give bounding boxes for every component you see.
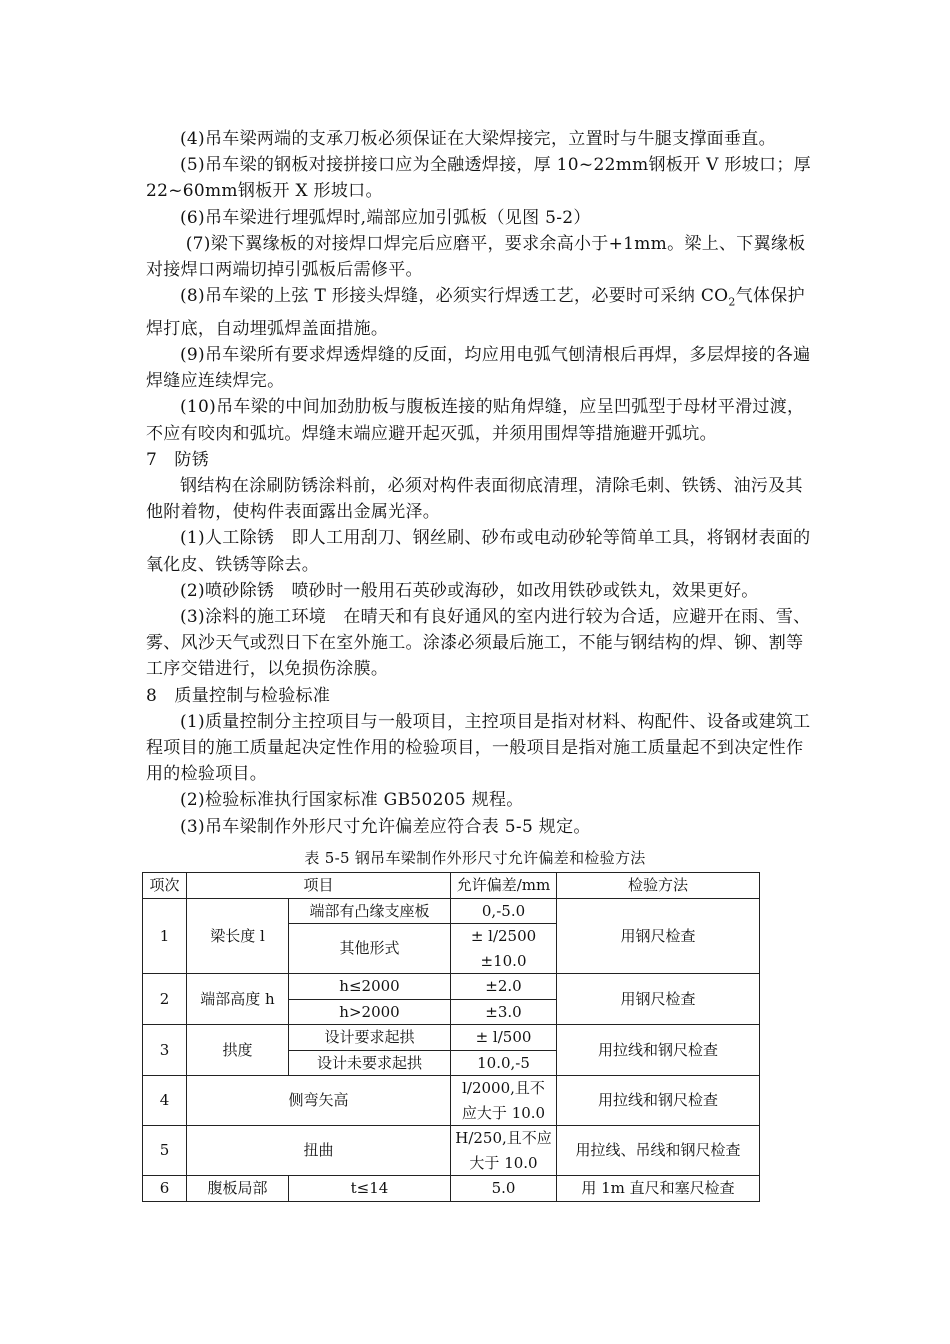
row-item: 扭曲 — [187, 1126, 451, 1176]
paragraph-8 — [146, 283, 812, 342]
paragraph-7: (7)梁下翼缘板的对接焊口焊完后应磨平，要求余高小于+1mm。梁上、下翼缘板对接焊口两端切掉引弧板后需修平。 — [146, 233, 806, 281]
row-item: 腹板局部 — [187, 1176, 289, 1202]
co2-subscript: 2 — [728, 295, 736, 309]
row-method: 用钢尺检查 — [557, 974, 760, 1025]
paragraph-6: (6)吊车梁进行埋弧焊时,端部应加引弧板（见图 5-2） — [180, 207, 591, 228]
table-row — [143, 974, 760, 1000]
rust-item-1: (1)人工除锈 即人工用刮刀、钢丝刷、砂布或电动砂轮等简单工具，将钢材表面的氧化皮、铁锈等除去。 — [146, 528, 811, 575]
row-no: 6 — [143, 1176, 187, 1202]
row-no: 4 — [143, 1076, 187, 1126]
row-subitem: 端部有凸缘支座板 — [289, 898, 451, 924]
row-item: 拱度 — [187, 1025, 289, 1076]
tolerance-line: ± l/2500 — [470, 927, 537, 945]
row-subitem: h>2000 — [289, 999, 451, 1025]
table-header-row — [143, 873, 760, 899]
table-row — [143, 898, 760, 924]
table-row — [143, 1126, 760, 1176]
row-tolerance: ±3.0 — [451, 999, 557, 1025]
row-tolerance: ± l/500 — [451, 1025, 557, 1051]
row-method: 用拉线和钢尺检查 — [557, 1025, 760, 1076]
quality-item-1: (1)质量控制分主控项目与一般项目，主控项目是指对材料、构配件、设备或建筑工程项目的施工质量起决定性作用的检验项目，一般项目是指对施工质量起不到决定性作用的检验项目。 — [146, 711, 811, 785]
table-row — [143, 1076, 760, 1126]
header-method: 检验方法 — [557, 873, 760, 899]
paragraph-9: (9)吊车梁所有要求焊透焊缝的反面，均应用电弧气刨清根后再焊，多层焊接的各遍焊缝应连续焊完。 — [146, 345, 811, 392]
paragraph-4: (4)吊车梁两端的支承刀板必须保证在大梁焊接完，立置时与牛腿支撑面垂直。 — [180, 129, 776, 149]
row-tolerance — [451, 1126, 557, 1176]
row-method: 用拉线、吊线和钢尺检查 — [557, 1126, 760, 1176]
row-no: 3 — [143, 1025, 187, 1076]
section-heading-7: 7 防锈 — [146, 449, 210, 470]
rust-intro: 钢结构在涂刷防锈涂料前，必须对构件表面彻底清理，清除毛刺、铁锈、油污及其他附着物，使构件表面露出金属光泽。 — [146, 476, 803, 523]
rust-item-3: (3)涂料的施工环境 在晴天和有良好通风的室内进行较为合适，应避开在雨、雪、雾、风沙天气或烈日下在室外施工。涂漆必须最后施工，不能与钢结构的焊、铆、割等工序交错进行，以免损伤涂膜。 — [146, 607, 811, 680]
row-tolerance: 10.0,-5 — [451, 1050, 557, 1076]
section-heading-8: 8 质量控制与检验标准 — [146, 685, 331, 706]
header-item: 项目 — [187, 873, 451, 899]
body-text — [146, 126, 817, 840]
row-item: 端部高度 h — [187, 974, 289, 1025]
row-method: 用钢尺检查 — [557, 898, 760, 974]
tolerance-line: l/2000,且不 — [462, 1079, 545, 1097]
row-subitem: 设计未要求起拱 — [289, 1050, 451, 1076]
row-subitem: t≤14 — [289, 1176, 451, 1202]
table-caption: 表 5-5 钢吊车梁制作外形尺寸允许偏差和检验方法 — [304, 849, 646, 867]
quality-item-3: (3)吊车梁制作外形尺寸允许偏差应符合表 5-5 规定。 — [180, 816, 591, 837]
row-no: 5 — [143, 1126, 187, 1176]
header-no: 项次 — [143, 873, 187, 899]
row-subitem: 设计要求起拱 — [289, 1025, 451, 1051]
tolerance-line: 大于 10.0 — [469, 1153, 538, 1172]
row-tolerance: 5.0 — [451, 1176, 557, 1202]
tolerance-line: ±10.0 — [480, 951, 527, 970]
paragraph-8-part-a: (8)吊车梁的上弦 T 形接头焊缝，必须实行焊透工艺，必要时可采纳 CO — [180, 286, 729, 307]
row-tolerance — [451, 1076, 557, 1126]
row-subitem: h≤2000 — [289, 974, 451, 1000]
quality-item-2: (2)检验标准执行国家标准 GB50205 规程。 — [180, 790, 524, 811]
row-no: 1 — [143, 898, 187, 974]
row-tolerance: ±2.0 — [451, 974, 557, 1000]
tolerance-line: 应大于 10.0 — [461, 1103, 546, 1122]
tolerance-line: H/250,且不应 — [455, 1129, 552, 1147]
paragraph-8-part-b: 气体保护焊打底，自动埋弧焊盖面措施。 — [146, 286, 805, 339]
paragraph-5: (5)吊车梁的钢板对接拼接口应为全融透焊接，厚 10~22mm钢板开 V 形坡口；厚 22~60mm钢板开 X 形坡口。 — [146, 155, 817, 202]
row-item: 侧弯矢高 — [187, 1076, 451, 1126]
row-method: 用拉线和钢尺检查 — [557, 1076, 760, 1126]
row-item: 梁长度 l — [187, 898, 289, 974]
rust-item-2: (2)喷砂除锈 喷砂时一般用石英砂或海砂，如改用铁砂或铁丸，效果更好。 — [180, 580, 759, 601]
row-tolerance: 0,-5.0 — [451, 898, 557, 924]
tolerance-table — [142, 872, 760, 1202]
row-tolerance — [451, 924, 557, 974]
paragraph-10: (10)吊车梁的中间加劲肋板与腹板连接的贴角焊缝，应呈凹弧型于母材平滑过渡，不应有咬肉和弧坑。焊缝末端应避开起灭弧，并须用围焊等措施避开弧坑。 — [146, 397, 805, 444]
table-row — [143, 1025, 760, 1051]
row-subitem: 其他形式 — [289, 924, 451, 974]
row-method: 用 1m 直尺和塞尺检查 — [557, 1176, 760, 1202]
table-row — [143, 1176, 760, 1202]
header-tolerance: 允许偏差/mm — [451, 873, 557, 899]
row-no: 2 — [143, 974, 187, 1025]
